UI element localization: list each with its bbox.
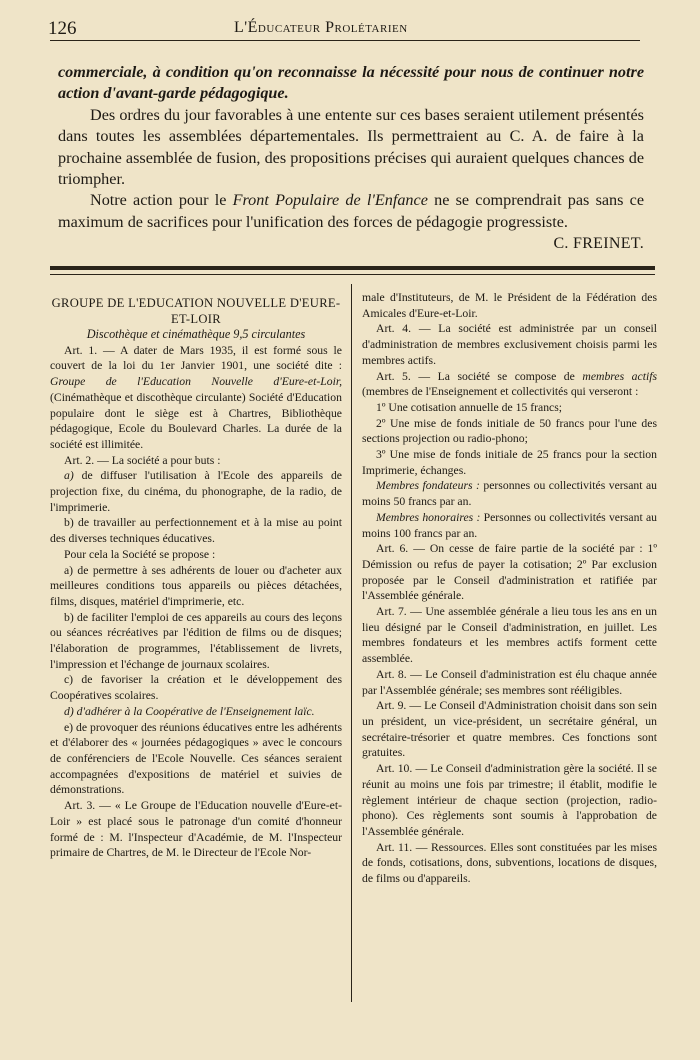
article-1: [50, 343, 342, 453]
membres-actifs: membres actifs: [582, 369, 657, 383]
membres-honoraires: [362, 510, 657, 541]
intro-paragraph-2: Des ordres du jour favorables à une entente sur ces bases seraient utilement présentés dans toutes les assemblées départementales. Ils permettraient au C. A. de faire à la prochaine assemblée de fusion, des propositions précises qui auraient quelques chances de triompher.: [58, 105, 644, 189]
article-2-a-letter: a): [64, 469, 74, 483]
proposal-a: a) de permettre à ses adhérents de louer ou d'acheter aux meilleures conditions tous appareils ou pièces détachées, films, disques, matériel d'imprimerie, etc.: [50, 563, 342, 608]
front-populaire-title: Front Populaire de l'Enfance: [232, 191, 428, 210]
honoraires-text: Personnes ou collectivités versant au moins 100 francs par an.: [362, 510, 657, 540]
article-3-continued: male d'Instituteurs, de M. le Président de la Fédération des Amicales d'Eure-et-Loir.: [362, 291, 657, 320]
article-2-a: [50, 468, 342, 515]
left-column: [50, 295, 342, 861]
proposal-c: c) de favoriser la création et le développement des Coopératives scolaires.: [50, 673, 342, 703]
article-8: Art. 8. — Le Conseil d'administration est élu chaque année par l'Assemblée générale; ses membres sont rééligibles.: [362, 667, 657, 697]
fondateurs-label: Membres fondateurs :: [376, 479, 480, 493]
article-1-start: Art. 1. — A dater de Mars 1935, il est formé sous le couvert de la loi du 1er Janvier 1901, une société dite :: [50, 343, 342, 373]
article-5-end: (membres de l'Enseignement et collectivités qui verseront :: [362, 385, 639, 399]
section-rule-thin: [50, 274, 655, 275]
honoraires-label: Membres honoraires :: [376, 510, 481, 524]
signature: C. FREINET.: [553, 235, 644, 253]
group-subtitle: Discothèque et cinémathèque 9,5 circulantes: [86, 327, 306, 341]
proposal-b: b) de faciliter l'emploi de ces appareils au cours des leçons ou séances récréatives par l'édition de films ou de disques; l'élaboration de programmes, l'établissement de livrets, l'impression et l'échange de journaux scolaires.: [50, 610, 342, 671]
article-5: [362, 369, 657, 400]
proposal-d: d) d'adhérer à la Coopérative de l'Enseignement laïc.: [64, 704, 315, 718]
membres-fondateurs: [362, 478, 657, 509]
society-name: Groupe de l'Education Nouvelle d'Eure-et-Loir,: [50, 375, 342, 389]
running-title: [234, 19, 408, 37]
intro-p3-start: Notre action pour le: [90, 191, 233, 210]
article-2-a-text: de diffuser l'utilisation à l'Ecole des appareils de projection fixe, du cinéma, du phonographe, de la radio, de l'imprimerie.: [50, 469, 342, 514]
page-number: 126: [48, 18, 77, 39]
article-5-item-3: 3º Une mise de fonds initiale de 25 francs pour la section Imprimerie, échanges.: [362, 448, 657, 477]
intro-paragraph-3: [58, 190, 645, 253]
proposal-e: e) de provoquer des réunions éducatives entre les adhérents et d'élaborer des « journées pédagogiques » avec le concours de conférenciers de l'Ecole Nouvelle. Ces séances seraient accompagnées d'expositions de matériel et suivies de démonstrations.: [50, 720, 342, 797]
article-9: Art. 9. — Le Conseil d'Administration choisit dans son sein un président, un vice-président, un secrétaire général, un secrétaire-trésorier et quatre membres. Ces fonctions sont gratuites.: [362, 699, 657, 760]
header-rule: [50, 40, 640, 41]
propose-intro: Pour cela la Société se propose :: [64, 547, 216, 561]
running-title-text: L'Éducateur Prolétarien: [234, 19, 408, 36]
article-5-item-1: 1º Une cotisation annuelle de 15 francs;: [376, 400, 563, 414]
page-header: [48, 18, 640, 40]
article-5-item-2: 2º Une mise de fonds initiale de 50 francs pour l'une des sections projection ou radio-phono;: [362, 416, 657, 446]
intro-section: [58, 62, 644, 255]
intro-paragraph-1: commerciale, à condition qu'on reconnaisse la nécessité pour nous de continuer notre action d'avant-garde pédagogique.: [58, 63, 644, 103]
article-6: Art. 6. — On cesse de faire partie de la société par : 1º Démission ou refus de payer la cotisation; 2º Par exclusion proposée par le Conseil d'administration et ratifiée par l'Assemblée générale.: [362, 542, 657, 603]
article-1-end: (Cinémathèque et discothèque circulante) Société d'Education populaire dont le siège est à Chartres, Bibliothèque pédagogique, Ecole du Boulevard Charles. La durée de la société est illimitée.: [50, 390, 342, 451]
column-divider: [351, 284, 352, 1002]
article-11: Art. 11. — Ressources. Elles sont constituées par les mises de fonds, cotisations, dons, subventions, locations de disques, de films ou d'appareils.: [362, 840, 657, 886]
article-4: Art. 4. — La société est administrée par un conseil d'administration de membres exclusivement choisis parmi les membres actifs.: [362, 322, 657, 367]
article-2: Art. 2. — La société a pour buts :: [64, 453, 221, 467]
article-10: Art. 10. — Le Conseil d'administration gère la société. Il se réunit au moins une fois par trimestre; il établit, modifie le règlement intérieur de chaque section (projection, radio-phono). Ces règlements sont soumis à l'approbation de l'Assemblée générale.: [362, 762, 657, 838]
group-title: GROUPE DE L'EDUCATION NOUVELLE D'EURE-ET-LOIR: [51, 296, 341, 326]
intro-p3-end: ne se comprendrait pas sans ce maximum de sacrifices pour l'unification des forces de pédagogie progressiste.: [58, 191, 645, 231]
article-2-b: b) de travailler au perfectionnement et à la mise au point des diverses techniques éducatives.: [50, 516, 342, 546]
article-5-start: Art. 5. — La société se compose de: [376, 369, 583, 383]
right-column: [362, 290, 657, 887]
article-3: Art. 3. — « Le Groupe de l'Education nouvelle d'Eure-et-Loir » est placé sous le patronage d'un comité d'honneur formé de : M. l'Inspecteur d'Académie, de M. l'Inspecteur primaire de Chartres, de M. le Directeur de l'Ecole Nor-: [50, 799, 342, 860]
section-rule-thick: [50, 266, 655, 270]
fondateurs-text: personnes ou collectivités versant au moins 50 francs par an.: [362, 479, 657, 509]
article-7: Art. 7. — Une assemblée générale a lieu tous les ans en un lieu désigné par le Conseil d'administration, en juillet. Les membres fondateurs et les membres actifs forment cette assemblée.: [362, 605, 657, 666]
